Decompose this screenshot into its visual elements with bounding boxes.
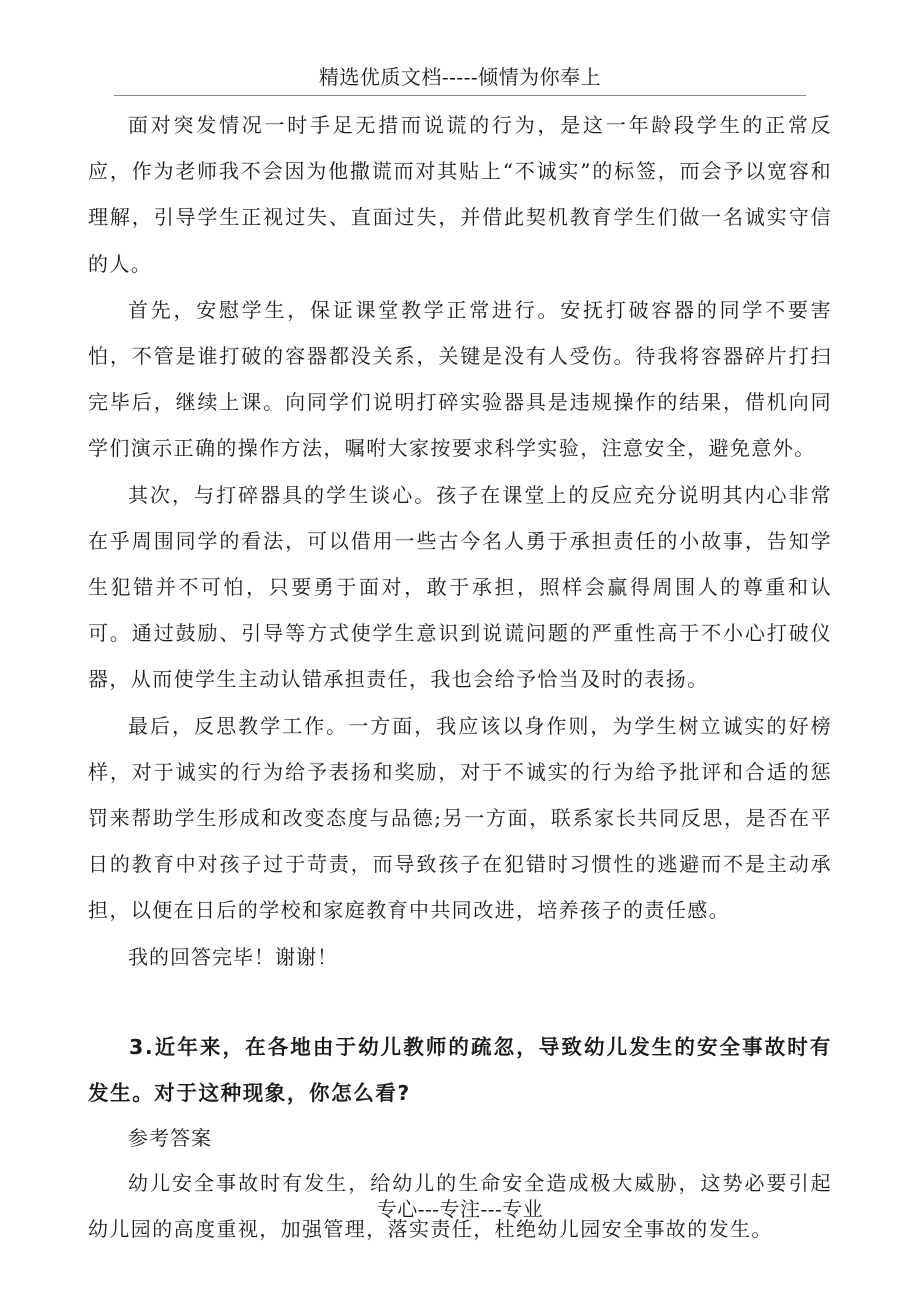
paragraph-final-step: 最后，反思教学工作。一方面，我应该以身作则，为学生树立诚实的好榜样，对于诚实的行为给予表扬和奖励，对于不诚实的行为给予批评和合适的惩罚来帮助学生形成和改变态度与品德;另一方面，联系家长共同反思，是否在平日的教育中对孩子过于苛责，而导致孩子在犯错时习惯性的逃避而不是主动承担，以便在日后的学校和家庭教育中共同改进，培养孩子的责任感。: [88, 713, 832, 923]
header-divider: [114, 95, 806, 96]
paragraph-closing: 我的回答完毕！谢谢！: [128, 944, 338, 969]
answer-label: 参考答案: [128, 1125, 212, 1150]
question-3-heading: 3.近年来，在各地由于幼儿教师的疏忽，导致幼儿发生的安全事故时有发生。对于这种现象，你怎么看?: [88, 1034, 832, 1105]
answer-paragraph: 幼儿安全事故时有发生，给幼儿的生命安全造成极大威胁，这势必要引起幼儿园的高度重视，加强管理，落实责任，杜绝幼儿园安全事故的发生。: [88, 1170, 832, 1242]
section-spacer: [88, 980, 832, 1024]
paragraph-response-intro: 面对突发情况一时手足无措而说谎的行为，是这一年龄段学生的正常反应，作为老师我不会因为他撒谎而对其贴上“不诚实”的标签，而会予以宽容和理解，引导学生正视过失、直面过失，并借此契机教育学生们做一名诚实守信的人。: [88, 113, 832, 276]
page-footer: 专心---专注---专业: [376, 1197, 544, 1221]
paragraph-first-step: 首先，安慰学生，保证课堂教学正常进行。安抚打破容器的同学不要害怕，不管是谁打破的容器都没关系，关键是没有人受伤。待我将容器碎片打扫完毕后，继续上课。向同学们说明打碎实验器具是违规操作的结果，借机向同学们演示正确的操作方法，嘱咐大家按要求科学实验，注意安全，避免意外。: [88, 297, 832, 461]
document-body: [88, 102, 832, 1252]
page-header-title: 精选优质文档-----倾情为你奉上: [318, 65, 602, 89]
paragraph-second-step: 其次，与打碎器具的学生谈心。孩子在课堂上的反应充分说明其内心非常在乎周围同学的看法，可以借用一些古今名人勇于承担责任的小故事，告知学生犯错并不可怕，只要勇于面对，敢于承担，照样会赢得周围人的尊重和认可。通过鼓励、引导等方式使学生意识到说谎问题的严重性高于不小心打破仪器，从而使学生主动认错承担责任，我也会给予恰当及时的表扬。: [88, 482, 832, 692]
